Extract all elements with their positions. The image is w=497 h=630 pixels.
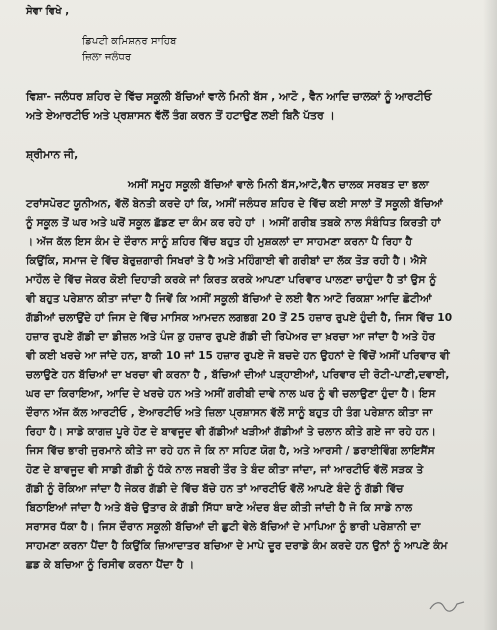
body-line: ਛਡ ਕੇ ਬਚਿਆ ਨੂੰ ਰਿਸੀਵ ਕਰਨਾ ਪੈਂਦਾ ਹੈ ।	[26, 559, 195, 571]
subject-line-2: ਅਤੇ ਏਆਰਟੀਓ ਅਤੇ ਪ੍ਰਸ਼ਾਸਨ ਵੱਲੋਂ ਤੰਗ ਕਰਨ ਤੋਂ ਹਟਾਉਣ ਲਈ ਬਿਨੈ ਪੱਤਰ ।	[26, 109, 335, 122]
page-edge-shadow	[483, 0, 497, 630]
subject-line-1: ਵਿਸ਼ਾ- ਜਲੰਧਰ ਸ਼ਹਿਰ ਦੇ ਵਿੱਚ ਸਕੂਲੀ ਬੱਚਿਆਂ ਵਾਲੇ ਮਿਨੀ ਬੱਸ , ਆਟੋ , ਵੈਨ ਆਦਿ ਚਾਲਕਾਂ ਨੂੰ ਆਰਟੀਓ	[26, 90, 432, 103]
body-line: ਗੱਡੀ ਨੂੰ ਰੋਕਿਆ ਜਾਂਦਾ ਹੈ ਜੇਕਰ ਗੱਡੀ ਦੇ ਵਿੱਚ ਬੱਚੇ ਹਨ ਤਾਂ ਆਰਟੀਓ ਵੱਲੋਂ ਆਪਣੇ ਬੰਦੇ ਨੂੰ ਗੱਡੀ ਵਿੱਚ	[26, 483, 404, 495]
body-line: ਵੀ ਬਹੁਤ ਪਰੇਸ਼ਾਨ ਕੀਤਾ ਜਾਂਦਾ ਹੈ ਜਿਵੇਂ ਕਿ ਅਸੀਂ ਸਕੂਲੀ ਬੱਚਿਆਂ ਦੇ ਲਈ ਵੈਨ ਆਟੋ ਰਿਕਸ਼ਾ ਆਦਿ ਛੋਟੀਆਂ	[26, 293, 432, 305]
body-line: ਰਿਹਾ ਹੈ। ਸਾਡੇ ਕਾਗਜ਼ ਪੂਰੇ ਹੋਣ ਦੇ ਬਾਵਜੂਦ ਵੀ ਗੱਡੀਆਂ ਖੜੀਆਂ ਗੱਡੀਆਂ ਤੇ ਚਲਾਨ ਕੀਤੇ ਗਏ ਜਾ ਰਹੇ ਹਨ।	[26, 426, 436, 438]
body-line: ਘਰ ਦਾ ਕਿਰਾਇਆ, ਆਦਿ ਦੇ ਖਰਚੇ ਹਨ ਅਤੇ ਅਸੀਂ ਗਰੀਬੀ ਦਾਵੇ ਨਾਲ ਘਰ ਨੂੰ ਵੀ ਚਲਾਉਣਾ ਹੁੰਦਾ ਹੈ। ਇਸ	[26, 388, 436, 400]
body-line: ਮਾਹੌਲ ਦੇ ਵਿੱਚ ਜੇਕਰ ਕੋਈ ਦਿਹਾੜੀ ਕਰਕੇ ਜਾਂ ਕਿਰਤ ਕਰਕੇ ਆਪਣਾ ਪਰਿਵਾਰ ਪਾਲਣਾ ਚਾਹੁੰਦਾ ਹੈ ਤਾਂ ਉਸ ਨੂੰ	[26, 274, 437, 286]
recipient-district: ਜ਼ਿਲਾ ਜਲੰਧਰ	[82, 52, 132, 63]
body-line: ਸਰਾਸਰ ਧੱਕਾ ਹੈ। ਜਿਸ ਦੌਰਾਨ ਸਕੂਲੀ ਬੱਚਿਆਂ ਦੀ ਛੁਟੀ ਵੇਲੇ ਬੱਚਿਆਂ ਦੇ ਮਾਪਿਆ ਨੂੰ ਭਾਰੀ ਪਰੇਸ਼ਾਨੀ ਦਾ	[26, 521, 421, 533]
body-line: ਕਿਉਂਕਿ, ਸਮਾਜ ਦੇ ਵਿੱਚ ਬੇਰੁਜ਼ਗਾਰੀ ਸਿਖਰਾਂ ਤੇ ਹੈ ਅਤੇ ਮਹਿੰਗਾਈ ਵੀ ਗਰੀਬਾਂ ਦਾ ਲੱਕ ਤੋੜ ਰਹੀ ਹੈ। ਐਸੇ	[26, 255, 427, 267]
greeting: ਸ਼੍ਰੀਮਾਨ ਜੀ,	[26, 148, 79, 161]
body-line: ਸਾਹਮਣਾ ਕਰਨਾ ਪੈਂਦਾ ਹੈ ਕਿਉਂਕਿ ਜ਼ਿਆਦਾਤਰ ਬਚਿਆ ਦੇ ਮਾਪੇ ਦੂਰ ਦਰਾਡੇ ਕੰਮ ਕਰਦੇ ਹਨ ਉਨਾਂ ਨੂੰ ਆਪਣੇ ਕੰਮ	[26, 540, 448, 552]
salutation-top: ਸੇਵਾ ਵਿਖੇ ,	[26, 6, 70, 17]
recipient-title: ਡਿਪਟੀ ਕਮਿਸ਼ਨਰ ਸਾਹਿਬ	[82, 36, 177, 47]
body-line: ਹੋਣ ਦੇ ਬਾਵਜੂਦ ਵੀ ਸਾਡੀ ਗੱਡੀ ਨੂੰ ਧੱਕੇ ਨਾਲ ਜਬਰੀ ਤੌਰ ਤੇ ਬੰਦ ਕੀਤਾ ਜਾਂਦਾ, ਜਾਂ ਆਰਟੀਓ ਵੱਲੋਂ ਸੜਕ ਤੇ	[26, 464, 424, 476]
body-line: ਚਲਾਉਣੇ ਹਨ ਬੱਚਿਆਂ ਦਾ ਖਰਚਾ ਵੀ ਕਰਨਾ ਹੈ , ਬੱਚਿਆਂ ਦੀਆਂ ਪੜ੍ਹਾਈਆਂ, ਪਰਿਵਾਰ ਦੀ ਰੋਟੀ-ਪਾਣੀ,ਦਵਾਈ,	[26, 369, 450, 381]
body-line: ਵੀ ਕਈ ਖਰਚੇ ਆ ਜਾਂਦੇ ਹਨ, ਬਾਕੀ 10 ਜਾਂ 15 ਹਜ਼ਾਰ ਰੁਪਏ ਜੋ ਬਚਦੇ ਹਨ ਉਹਨਾਂ ਦੇ ਵਿੱਚੋਂ ਅਸੀਂ ਪਰਿਵਾਰ ਵੀ	[26, 350, 450, 362]
body-line: ਹਜ਼ਾਰ ਰੁਪਏ ਗੱਡੀ ਦਾ ਡੀਜ਼ਲ ਅਤੇ ਪੰਜ ਕੁ ਹਜ਼ਾਰ ਰੁਪਏ ਗੱਡੀ ਦੀ ਰਿਪੇਅਰ ਦਾ ਖ਼ਰਚਾ ਆ ਜਾਂਦਾ ਹੈ ਅਤੇ ਹੋਰ	[26, 331, 436, 343]
body-line: ਗੱਡੀਆਂ ਚਲਾਉਂਦੇ ਹਾਂ ਜਿਸ ਦੇ ਵਿੱਚ ਮਾਸਿਕ ਆਮਦਨ ਲਗਭਗ 20 ਤੋਂ 25 ਹਜ਼ਾਰ ਰੁਪਏ ਹੁੰਦੀ ਹੈ, ਜਿਸ ਵਿੱਚ 10	[26, 312, 453, 324]
pen-scribble-mark	[427, 595, 467, 617]
body-line: ਅਸੀਂ ਸਮੂਹ ਸਕੂਲੀ ਬੱਚਿਆਂ ਵਾਲੇ ਮਿਨੀ ਬੱਸ,ਆਟੋ,ਵੈਨ ਚਾਲਕ ਸਰਬਤ ਦਾ ਭਲਾ	[128, 179, 429, 191]
body-line: ਬਿਠਾਇਆਂ ਜਾਂਦਾ ਹੈ ਅਤੇ ਬੱਚੇ ਉਤਾਰ ਕੇ ਗੱਡੀ ਸਿੱਧਾ ਥਾਣੇ ਅੰਦਰ ਬੰਦ ਕੀਤੀ ਜਾਂਦੀ ਹੈ ਜੋ ਕਿ ਸਾਡੇ ਨਾਲ	[26, 502, 413, 514]
body-line: ਨੂੰ ਸਕੂਲ ਤੋਂ ਘਰ ਅਤੇ ਘਰੋਂ ਸਕੂਲ ਛੱਡਣ ਦਾ ਕੰਮ ਕਰ ਰਹੇ ਹਾਂ । ਅਸੀਂ ਗਰੀਬ ਤਬਕੇ ਨਾਲ ਸੰਬੰਧਿਤ ਕਿਰਤੀ ਹਾਂ	[26, 217, 441, 229]
body-line: ਜਿਸ ਵਿੱਚ ਭਾਰੀ ਜੁਰਮਾਨੇ ਕੀਤੇ ਜਾ ਰਹੇ ਹਨ ਜੋ ਕਿ ਨਾ ਸਹਿਣ ਯੋਗ ਹੈ, ਅਤੇ ਆਰਸੀ / ਡਰਾਈਵਿੰਗ ਲਾਇਸੈਂਸ	[26, 445, 435, 457]
body-line: ਦੌਰਾਨ ਅੱਜ ਕੱਲ ਆਰਟੀਓ , ਏਆਰਟੀਓ ਅਤੇ ਜ਼ਿਲਾ ਪ੍ਰਸ਼ਾਸਨ ਵੱਲੋਂ ਸਾਨੂੰ ਬਹੁਤ ਹੀ ਤੰਗ ਪਰੇਸ਼ਾਨ ਕੀਤਾ ਜਾ	[26, 407, 433, 419]
body-line: । ਅੱਜ ਕੱਲ ਇਸ ਕੰਮ ਦੇ ਦੌਰਾਨ ਸਾਨੂੰ ਸ਼ਹਿਰ ਵਿੱਚ ਬਹੁਤ ਹੀ ਮੁਸ਼ਕਲਾਂ ਦਾ ਸਾਹਮਣਾ ਕਰਨਾ ਪੈ ਰਿਹਾ ਹੈ	[26, 236, 413, 248]
body-line: ਟਰਾਂਸਪੋਰਟ ਯੂਨੀਅਨ, ਵੱਲੋਂ ਬੇਨਤੀ ਕਰਦੇ ਹਾਂ ਕਿ, ਅਸੀਂ ਜਲੰਧਰ ਸ਼ਹਿਰ ਦੇ ਵਿੱਚ ਕਈ ਸਾਲਾਂ ਤੋਂ ਸਕੂਲੀ ਬੱਚਿਆਂ	[26, 198, 443, 210]
